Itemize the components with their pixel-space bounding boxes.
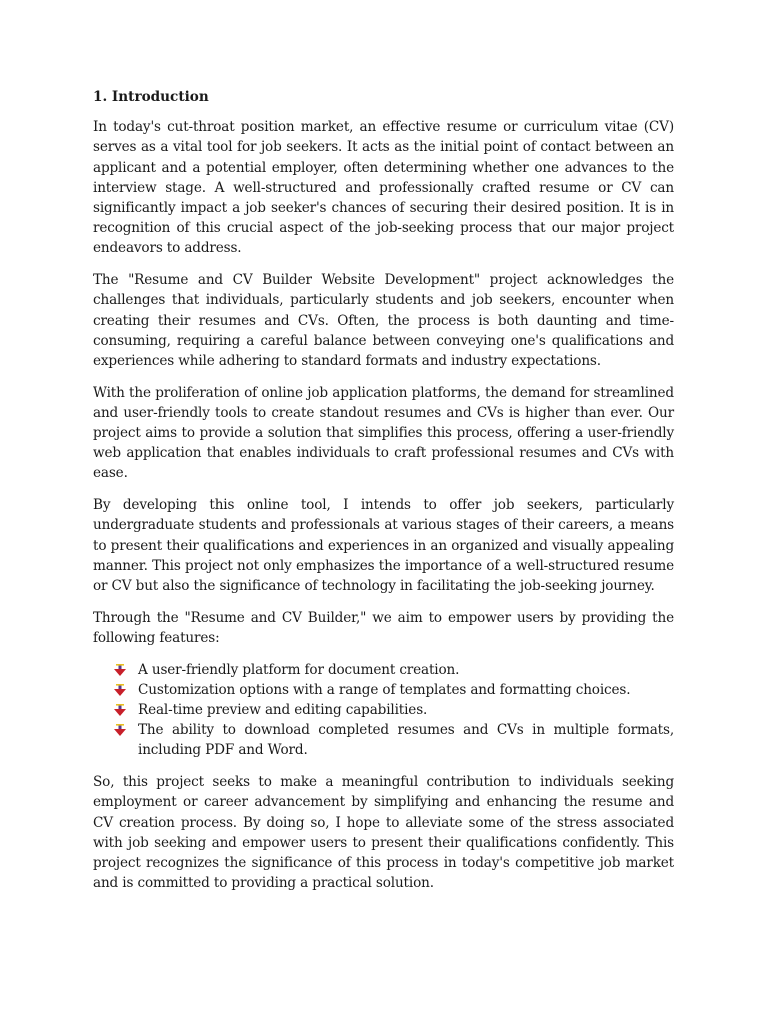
section-heading: 1. Introduction xyxy=(93,89,209,105)
intro-paragraph-2: The "Resume and CV Builder Website Development" project acknowledges the challenges that individuals, particularly students and job seekers, encounter when creating their resumes and CVs. Often, the process is both daunting and time-consuming, requiring a careful balance between conveying one's qualifications and experiences while adhering to standard formats and industry expectations. xyxy=(93,272,674,369)
arrow-bullet-icon xyxy=(114,724,126,736)
list-item-text: A user-friendly platform for document creation. xyxy=(138,661,460,678)
list-item xyxy=(138,660,674,680)
list-item xyxy=(138,680,674,700)
intro-paragraph-1: In today's cut-throat position market, an effective resume or curriculum vitae (CV) serves as a vital tool for job seekers. It acts as the initial point of contact between an applicant and a potential employer, often determining whether one advances to the interview stage. A well-structured and professionally crafted resume or CV can significantly impact a job seeker's chances of securing their desired position. It is in recognition of this crucial aspect of the job-seeking process that our major project endeavors to address. xyxy=(93,119,674,257)
intro-paragraph-4: By developing this online tool, I intends to offer job seekers, particularly undergraduate students and professionals at various stages of their careers, a means to present their qualifications and experiences in an organized and visually appealing manner. This project not only emphasizes the importance of a well-structured resume or CV but also the significance of technology in facilitating the job-seeking journey. xyxy=(93,497,674,594)
list-item xyxy=(138,720,674,760)
list-item-text: Customization options with a range of templates and formatting choices. xyxy=(138,681,631,698)
features-lead-paragraph: Through the "Resume and CV Builder," we aim to empower users by providing the following features: xyxy=(93,609,674,646)
arrow-bullet-icon xyxy=(114,684,126,696)
closing-paragraph: So, this project seeks to make a meaningful contribution to individuals seeking employment or career advancement by simplifying and enhancing the resume and CV creation process. By doing so, I hope to alleviate some of the stress associated with job seeking and empower users to present their qualifications confidently. This project recognizes the significance of this process in today's competitive job market and is committed to providing a practical solution. xyxy=(93,774,674,892)
arrow-bullet-icon xyxy=(114,664,126,676)
intro-paragraph-3: With the proliferation of online job application platforms, the demand for streamlined and user-friendly tools to create standout resumes and CVs is higher than ever. Our project aims to provide a solution that simplifies this process, offering a user-friendly web application that enables individuals to craft professional resumes and CVs with ease. xyxy=(93,384,674,482)
document-page xyxy=(93,87,674,905)
list-item xyxy=(138,700,674,720)
features-list xyxy=(93,660,674,761)
list-item-text: Real-time preview and editing capabilities. xyxy=(138,701,428,718)
arrow-bullet-icon xyxy=(114,704,126,716)
list-item-text: The ability to download completed resumes and CVs in multiple formats, including PDF and Word. xyxy=(138,722,674,759)
